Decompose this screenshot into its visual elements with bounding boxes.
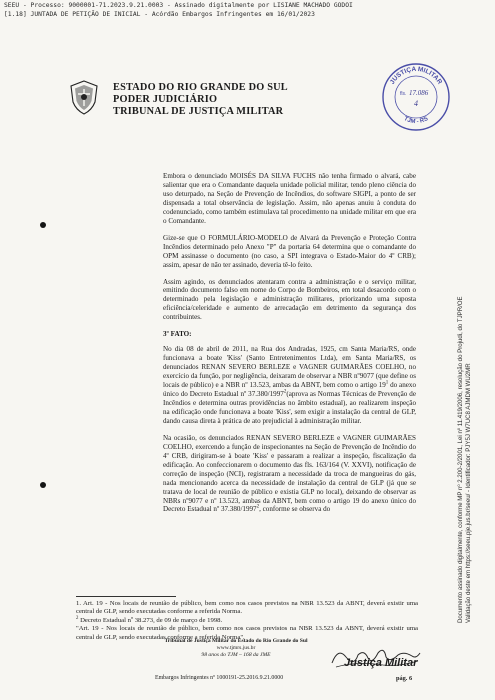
stamp-fls-number: 17.086	[409, 89, 429, 97]
seeu-header	[4, 2, 404, 19]
paragraph-08-abril-part3: (aprova as Normas Técnicas de Prevenção de Incêndios e determina outras providências no âmbito estadual), ao realizarem inspeção na edificação onde funcionava a boate 'Kiss', sem exigir a instalação da central de GLP, dando causa direta à prática de ato prejudicial à administração militar.	[163, 390, 416, 425]
paragraph-formulario: Gize-se que O FORMULÁRIO-MODELO de Alvará da Prevenção e Proteção Contra Incêndios determinado pelo Anexo "P" da portaria 64 determina que o comandante do OPM assinasse o documento (no caso, a SPI integrava o Estado-Maior do 4º CRB); assim, apesar de não ter assinado, deveria tê-lo feito.	[163, 233, 416, 269]
court-letterhead	[113, 82, 343, 118]
document-body	[163, 172, 416, 522]
stamp-fls-label: fls.	[400, 91, 407, 97]
letterhead-power: PODER JUDICIÁRIO	[113, 94, 218, 105]
paragraph-08-abril-part2: do anexo único do Decreto Estadual nº 37.380/1997	[163, 381, 416, 399]
footer-court-name: Tribunal de Justiça Militar do Estado do Rio Grande do Sul	[164, 638, 308, 644]
seeu-header-line1: SEEU - Processo: 9000001-71.2023.9.21.0003 - Assinado digitalmente por LISIANE MACHADO GODOI	[4, 2, 353, 9]
footnote-3: "Art. 19 - Nos locais de reunião de público, bem como nos casos previstos na NBR 13.523 da ABNT, deverá existir uma central de GLP, sendo executadas conforme a referida Norma".	[76, 625, 418, 641]
justica-militar-logo: Justiça Militar	[344, 657, 418, 669]
punch-hole-top	[40, 222, 46, 228]
paragraph-na-ocasiao	[163, 434, 416, 515]
court-page-stamp	[381, 62, 451, 132]
footer-website: www.tjmrs.jus.br	[216, 644, 256, 651]
footnote-divider	[76, 596, 176, 597]
svg-text:TJM - RS	[403, 116, 429, 125]
footer-process-number: Embargos Infringentes nº 1000191-25.2016.9.21.0000	[155, 675, 284, 681]
stamp-top-text: JUSTIÇA MILITAR	[388, 65, 444, 86]
paragraph-assim-agindo: Assim agindo, os denunciados atentaram contra a administração e o serviço militar, emitindo documento falso em nome do Corpo de Bombeiros, em total desacordo com o determinado pela legislação e administração militares, priorizando uma suposta eficiência/celeridade e aumento de arrecadação em detrimento da segurança dos contribuintes.	[163, 277, 416, 322]
paragraph-08-abril-part1: No dia 08 de abril de 2011, na Rua dos Andradas, 1925, cm Santa Maria/RS, onde funcionava a boate 'Kiss' (Santo Entretenimentos Ltda), em Santa Maria/RS, os denunciados RENAN SEVERO BERLEZE e VAGNER GUIMARÃES COELHO, no exercício da função, por negligência, deixaram de observar a NBR nº9077 (que define os locais de público) e a NBR nº 13.523, ambas da ABNT, bem como o artigo 19	[163, 345, 416, 390]
paragraph-na-ocasiao-part2: , conforme se observa do	[259, 505, 331, 514]
footnote-2	[76, 617, 418, 625]
paragraph-08-abril	[163, 345, 416, 426]
signature-note-line1: Documento assinado digitalmente, conforme MP nº 2.200-2/2001, Lei nº 11.419/2006, resolução do Projudi, do TJPR/OE	[457, 296, 464, 623]
paragraph-fuchs: Embora o denunciado MOISÉS DA SILVA FUCHS não tenha firmado o alvará, cabe salientar que era o Comandante daquela unidade policial militar, tendo pleno ciência do uso deturpado, na Seção de Prevenção de Incêndios, do software SIGPI, a ponto de ser dispensada a total observância de legislação. Assim, não apenas anuiu à conduta do codenunciado, como também estimulava tal procedimento na unidade militar em que era o Comandante.	[163, 172, 416, 225]
footer-court-info	[116, 638, 356, 658]
letterhead-state: ESTADO DO RIO GRANDE DO SUL	[113, 82, 288, 93]
footnote-2-marker: 2	[76, 615, 79, 621]
footnote-ref-1: 1	[385, 380, 389, 386]
seeu-header-line2: [1.18] JUNTADA DE PETIÇÃO DE INICIAL - Acórdão Embargos Infringentes em 16/01/2023	[4, 10, 315, 18]
signature-note-line2: Validação deste em https://seeu.pje.jus.br/seeu/ - Identificador: PJY5J W7UC8 AJMDM WU2MR	[465, 363, 473, 623]
letterhead-court: TRIBUNAL DE JUSTIÇA MILITAR	[113, 106, 284, 117]
section-heading-3-fato: 3º FATO:	[163, 330, 192, 339]
paragraph-na-ocasiao-part1: Na ocasião, os denunciados RENAN SEVERO BERLEZE e VAGNER GUIMARÃES COELHO, exercendo a função de inspecionantes na Seção de Prevenção de Incêndio do 4º CRB, dirigiram-se à boate 'Kiss' e passaram a realizar a inspeção, fiscalização da edificação. Ao confeccionarem o documento das fls. 163/164 (V. XXVI), notificação de correção de inspeção (NCI), registraram a necessidade da troca de mangueiras do gás, nada mencionando acerca da necessidade de instalação da central de GLP (já que se tratava de local de reunião de público e existia GLP no local), deixando de observar as NBRs nº9077 e nº 13.523, ambas da ABNT, bem como o artigo 19 do anexo único do Decreto Estadual nº 37.380/1997	[163, 433, 416, 514]
stamp-page-number: 4	[414, 99, 418, 108]
footnotes	[76, 600, 418, 642]
digital-signature-margin	[457, 33, 493, 623]
footnote-1: 1. Art. 19 - Nos locais de reunião de público, bem como nos casos previstos na NBR 13.523 da ABNT, deverá existir uma central de GLP, sendo executadas conforme a referida Norma.	[76, 600, 418, 616]
footnote-ref-2: 2	[283, 389, 287, 395]
footer-anniversary: 98 anos do TJM – 168 da JME	[201, 651, 271, 658]
footnote-ref-2b: 2	[256, 505, 260, 511]
page-number: pág. 6	[396, 675, 413, 682]
stamp-bottom-text: TJM - RS	[402, 116, 430, 126]
state-coat-of-arms-icon	[69, 80, 99, 115]
punch-hole-bottom	[40, 482, 46, 488]
footnote-2-text: Decreto Estadual nº 38.273, de 09 de março de 1998.	[78, 616, 223, 624]
